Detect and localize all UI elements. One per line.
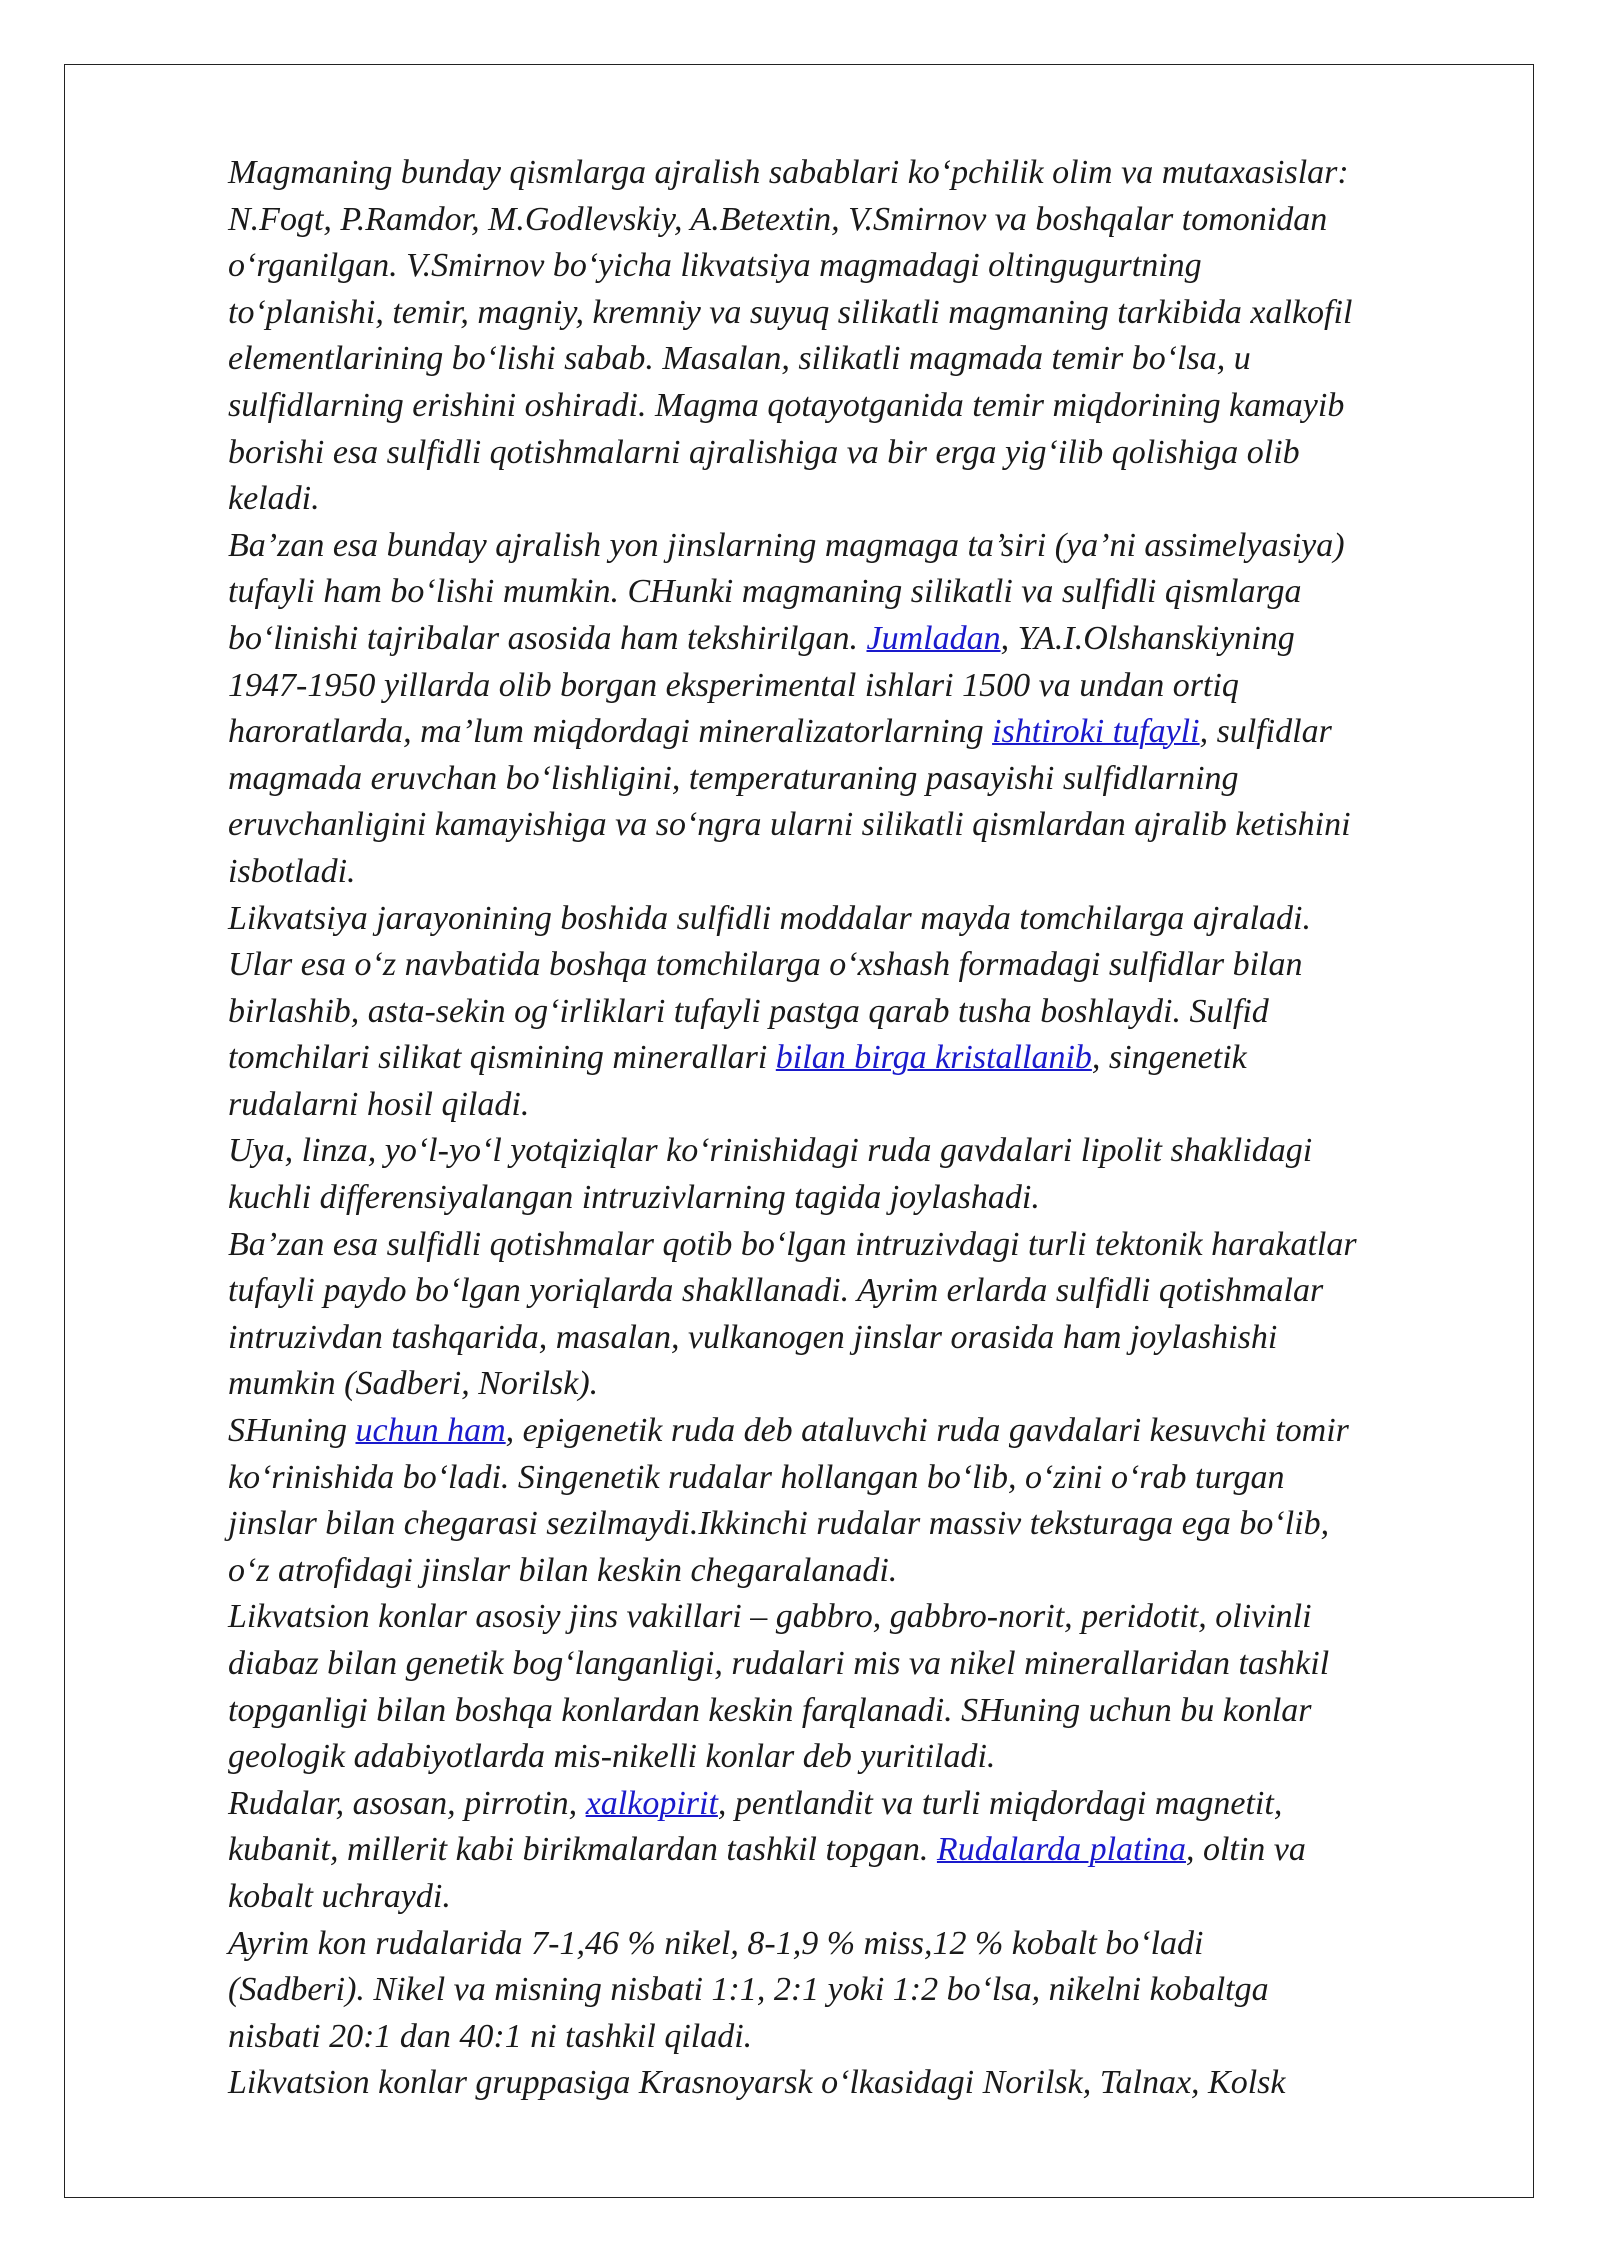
- text-span: Rudalar, asosan, pirrotin,: [228, 1784, 586, 1822]
- text-span: Likvatsion konlar asosiy jins vakillari – gabbro, gabbro-norit, peridotit, olivinli: [228, 1598, 1312, 1636]
- text-span: kubanit, millerit kabi birikmalardan tashkil topgan.: [228, 1831, 937, 1869]
- paragraph: [228, 1921, 1488, 2061]
- text-span: kuchli differensiyalangan intruzivlarning tagida joylashadi.: [228, 1179, 1040, 1217]
- text-span: haroratlarda, ma’lum miqdordagi mineralizatorlarning: [228, 713, 993, 751]
- text-line: [228, 709, 1488, 756]
- hyperlink[interactable]: Jumladan: [866, 619, 1001, 657]
- text-line: [228, 1641, 1488, 1688]
- text-line: [228, 1035, 1488, 1082]
- text-span: ko‘rinishida bo‘ladi. Singenetik rudalar hollangan bo‘lib, o‘zini o‘rab turgan: [228, 1458, 1285, 1496]
- text-line: [228, 523, 1488, 570]
- text-line: [228, 1408, 1488, 1455]
- text-line: [228, 802, 1488, 849]
- text-line: [228, 1921, 1488, 1968]
- text-span: Uya, linza, yo‘l-yo‘l yotqiziqlar ko‘rinishidagi ruda gavdalari lipolit shaklidagi: [228, 1132, 1313, 1170]
- text-span: Magmaning bunday qismlarga ajralish sabablari ko‘pchilik olim va mutaxasislar:: [228, 154, 1349, 191]
- text-line: [228, 2060, 1488, 2107]
- hyperlink[interactable]: xalkopirit: [585, 1784, 718, 1822]
- text-line: [228, 1501, 1488, 1548]
- text-span: , YA.I.Olshanskiyning: [1000, 619, 1295, 657]
- text-span: diabaz bilan genetik bog‘langanligi, rudalari mis va nikel minerallaridan tashkil: [228, 1645, 1330, 1682]
- text-line: [228, 476, 1488, 523]
- text-span: to‘planishi, temir, magniy, kremniy va suyuq silikatli magmaning tarkibida xalkofil: [228, 293, 1353, 331]
- text-line: [228, 2014, 1488, 2061]
- text-line: [228, 1827, 1488, 1874]
- text-span: bo‘linishi tajribalar asosida ham tekshirilgan.: [228, 619, 867, 657]
- text-span: Likvatsiya jarayonining boshida sulfidli moddalar mayda tomchilarga ajraladi.: [228, 899, 1311, 937]
- text-span: geologik adabiyotlarda mis-nikelli konlar deb yuritiladi.: [228, 1738, 996, 1776]
- text-line: [228, 197, 1488, 244]
- text-span: , pentlandit va turli miqdordagi magnetit,: [717, 1784, 1283, 1822]
- text-span: 1947-1950 yillarda olib borgan eksperimental ishlari 1500 va undan ortiq: [228, 666, 1239, 704]
- text-line: [228, 1594, 1488, 1641]
- text-span: rudalarni hosil qiladi.: [228, 1085, 530, 1123]
- text-span: N.Fogt, P.Ramdor, M.Godlevskiy, A.Betextin, V.Smirnov va boshqalar tomonidan: [228, 200, 1328, 238]
- text-span: , singenetik: [1091, 1039, 1247, 1077]
- text-line: [228, 243, 1488, 290]
- text-span: tufayli paydo bo‘lgan yoriqlarda shakllanadi. Ayrim erlarda sulfidli qotishmalar: [228, 1272, 1324, 1310]
- text-line: [228, 290, 1488, 337]
- text-span: tufayli ham bo‘lishi mumkin. CHunki magmaning silikatli va sulfidli qismlarga: [228, 573, 1302, 611]
- text-line: [228, 616, 1488, 663]
- text-line: [228, 383, 1488, 430]
- paragraph: [228, 1781, 1488, 1921]
- text-line: [228, 1455, 1488, 1502]
- text-span: o‘rganilgan. V.Smirnov bo‘yicha likvatsiya magmadagi oltingugurtning: [228, 247, 1202, 285]
- text-line: [228, 150, 1488, 197]
- hyperlink[interactable]: ishtiroki tufayli: [992, 713, 1200, 751]
- paragraph: [228, 896, 1488, 1129]
- text-span: nisbati 20:1 dan 40:1 ni tashkil qiladi.: [228, 2017, 753, 2055]
- text-span: eruvchanligini kamayishiga va so‘ngra ularni silikatli qismlardan ajralib ketishini: [228, 806, 1351, 844]
- text-span: tomchilari silikat qismining minerallari: [228, 1039, 776, 1077]
- hyperlink[interactable]: Rudalarda platina: [936, 1831, 1186, 1869]
- text-line: [228, 1128, 1488, 1175]
- text-line: [228, 1781, 1488, 1828]
- text-line: [228, 1734, 1488, 1781]
- text-span: kobalt uchraydi.: [228, 1877, 451, 1915]
- text-span: topganligi bilan boshqa konlardan keskin farqlanadi. SHuning uchun bu konlar: [228, 1691, 1312, 1729]
- text-line: [228, 1874, 1488, 1921]
- text-span: sulfidlarning erishini oshiradi. Magma qotayotganida temir miqdorining kamayib: [228, 386, 1345, 424]
- text-span: jinslar bilan chegarasi sezilmaydi.Ikkinchi rudalar massiv teksturaga ega bo‘lib,: [228, 1505, 1330, 1543]
- text-line: [228, 1082, 1488, 1129]
- text-span: magmada eruvchan bo‘lishligini, temperaturaning pasayishi sulfidlarning: [228, 759, 1239, 797]
- text-span: (Sadberi). Nikel va misning nisbati 1:1, 2:1 yoki 1:2 bo‘lsa, nikelni kobaltga: [228, 1971, 1269, 2009]
- paragraph: [228, 1222, 1488, 1408]
- text-line: [228, 849, 1488, 896]
- text-line: [228, 1548, 1488, 1595]
- text-line: [228, 1175, 1488, 1222]
- text-line: [228, 1688, 1488, 1735]
- paragraph: [228, 2060, 1488, 2107]
- text-span: , sulfidlar: [1199, 713, 1332, 751]
- text-line: [228, 1268, 1488, 1315]
- text-span: Likvatsion konlar gruppasiga Krasnoyarsk o‘lkasidagi Norilsk, Talnax, Kolsk: [228, 2064, 1286, 2102]
- text-line: [228, 430, 1488, 477]
- text-span: borishi esa sulfidli qotishmalarni ajralishiga va bir erga yig‘ilib qolishiga olib: [228, 433, 1300, 471]
- text-span: intruzivdan tashqarida, masalan, vulkanogen jinslar orasida ham joylashishi: [228, 1318, 1278, 1356]
- paragraph: [228, 523, 1488, 896]
- document-body: [228, 150, 1488, 2107]
- text-line: [228, 1967, 1488, 2014]
- text-line: [228, 1315, 1488, 1362]
- text-line: [228, 569, 1488, 616]
- text-span: isbotladi.: [228, 852, 356, 890]
- text-span: Ayrim kon rudalarida 7-1,46 % nikel, 8-1,9 % miss,12 % kobalt bo‘ladi: [228, 1924, 1204, 1962]
- text-line: [228, 896, 1488, 943]
- text-span: Ba’zan esa sulfidli qotishmalar qotib bo‘lgan intruzivdagi turli tektonik harakatlar: [228, 1225, 1357, 1263]
- text-span: Ular esa o‘z navbatida boshqa tomchilarga o‘xshash formadagi sulfidlar bilan: [228, 946, 1303, 984]
- text-span: birlashib, asta-sekin og‘irliklari tufayli pastga qarab tusha boshlaydi. Sulfid: [228, 992, 1269, 1030]
- paragraph: [228, 150, 1488, 523]
- text-span: mumkin (Sadberi, Norilsk).: [228, 1365, 599, 1403]
- hyperlink[interactable]: bilan birga kristallanib: [775, 1039, 1092, 1077]
- text-line: [228, 1361, 1488, 1408]
- text-line: [228, 942, 1488, 989]
- text-span: SHuning: [228, 1412, 356, 1450]
- text-span: Ba’zan esa bunday ajralish yon jinslarning magmaga ta’siri (ya’ni assimelyasiya): [228, 526, 1345, 564]
- text-line: [228, 336, 1488, 383]
- text-line: [228, 756, 1488, 803]
- paragraph: [228, 1408, 1488, 1594]
- text-span: , oltin va: [1185, 1831, 1306, 1869]
- text-line: [228, 663, 1488, 710]
- text-span: elementlarining bo‘lishi sabab. Masalan, silikatli magmada temir bo‘lsa, u: [228, 340, 1251, 378]
- text-span: o‘z atrofidagi jinslar bilan keskin chegaralanadi.: [228, 1551, 898, 1589]
- text-span: keladi.: [228, 480, 320, 518]
- text-span: , epigenetik ruda deb ataluvchi ruda gavdalari kesuvchi tomir: [505, 1412, 1349, 1450]
- paragraph: [228, 1594, 1488, 1780]
- text-line: [228, 989, 1488, 1036]
- hyperlink[interactable]: uchun ham: [355, 1412, 506, 1450]
- paragraph: [228, 1128, 1488, 1221]
- text-line: [228, 1222, 1488, 1269]
